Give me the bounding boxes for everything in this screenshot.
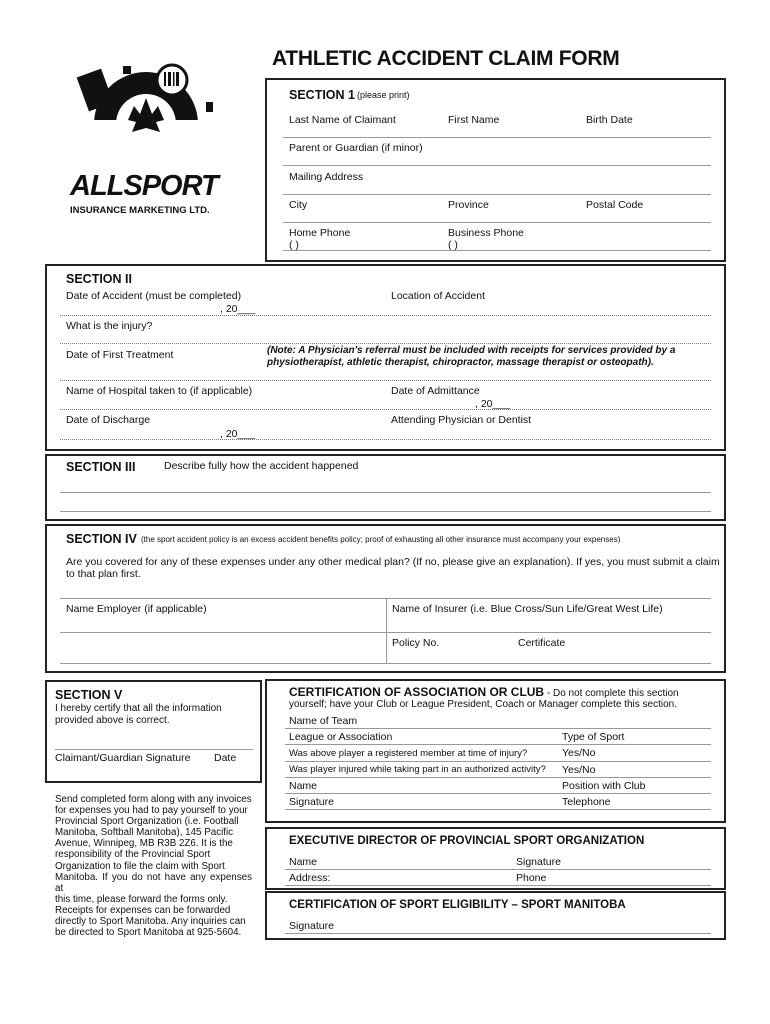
- postal-code-label: Postal Code: [586, 199, 644, 211]
- certify-line-1: I hereby certify that all the information: [55, 703, 222, 714]
- row-divider: [285, 809, 711, 810]
- exec-director-heading: EXECUTIVE DIRECTOR OF PROVINCIAL SPORT ORGANIZATION: [289, 835, 645, 847]
- row-divider: [60, 439, 711, 440]
- instruction-line: Manitoba, Softball Manitoba), 145 Pacific: [55, 827, 234, 839]
- admittance-label: Date of Admittance: [391, 385, 480, 397]
- row-divider: [60, 632, 711, 633]
- coverage-question-line-1: Are you covered for any of these expenses under any other medical plan? (If no, please give an explanation). If yes, you must submit a claim: [66, 556, 720, 568]
- describe-label: Describe fully how the accident happened: [164, 460, 359, 472]
- admittance-year: , 20___: [475, 398, 511, 410]
- position-label: Position with Club: [562, 780, 646, 792]
- mailing-address-label: Mailing Address: [289, 171, 364, 183]
- physician-note-line-1: (Note: A Physician's referral must be included with receipts for services provided by a: [267, 345, 676, 356]
- instruction-line: responsibility of the Provincial Sport: [55, 849, 211, 861]
- section-1-heading: SECTION 1: [289, 88, 355, 102]
- team-label: Name of Team: [289, 715, 358, 727]
- first-treatment-label: Date of First Treatment: [66, 349, 174, 361]
- registered-yes-no: Yes/No: [562, 747, 596, 759]
- section-1-note: (please print): [357, 90, 410, 100]
- column-divider: [386, 598, 387, 664]
- province-label: Province: [448, 199, 489, 211]
- location-label: Location of Accident: [391, 290, 485, 302]
- certificate-label: Certificate: [518, 637, 566, 649]
- insurer-label: Name of Insurer (i.e. Blue Cross/Sun Life/Great West Life): [392, 603, 663, 615]
- city-label: City: [289, 199, 308, 211]
- allsport-logo: [68, 62, 233, 222]
- first-name-label: First Name: [448, 114, 500, 126]
- league-label: League or Association: [289, 731, 393, 743]
- injury-label: What is the injury?: [66, 320, 153, 332]
- business-phone-label: Business Phone: [448, 227, 524, 239]
- eligibility-heading: CERTIFICATION OF SPORT ELIGIBILITY – SPORT MANITOBA: [289, 899, 626, 911]
- exec-signature-label: Signature: [516, 856, 561, 868]
- instruction-line: Avenue, Winnipeg, MB R3B 2Z6. It is the: [55, 838, 233, 850]
- club-cert-heading: CERTIFICATION OF ASSOCIATION OR CLUB: [289, 685, 545, 699]
- row-divider: [283, 250, 711, 251]
- club-signature-label: Signature: [289, 796, 334, 808]
- club-cert-heading-row: [289, 685, 679, 699]
- policy-no-label: Policy No.: [392, 637, 440, 649]
- instruction-line: Organization to file the claim with Sport: [55, 860, 225, 872]
- form-title: ATHLETIC ACCIDENT CLAIM FORM: [272, 47, 620, 70]
- row-divider: [60, 380, 711, 381]
- section-2-heading: SECTION II: [66, 272, 132, 286]
- exec-phone-label: Phone: [516, 872, 547, 884]
- row-divider: [285, 744, 711, 745]
- row-divider: [283, 194, 711, 195]
- coverage-question-line-2: to that plan first.: [66, 568, 141, 580]
- guardian-label: Parent or Guardian (if minor): [289, 142, 423, 154]
- birth-date-label: Birth Date: [586, 114, 633, 126]
- row-divider: [285, 885, 711, 886]
- employer-label: Name Employer (if applicable): [66, 603, 207, 615]
- logo-brand: ALLSPORT: [70, 170, 218, 202]
- describe-line[interactable]: [60, 511, 711, 512]
- sport-type-label: Type of Sport: [562, 731, 625, 743]
- home-phone-label: Home Phone: [289, 227, 351, 239]
- physician-label: Attending Physician or Dentist: [391, 414, 532, 426]
- authorized-yes-no: Yes/No: [562, 764, 596, 776]
- describe-line[interactable]: [60, 492, 711, 493]
- row-divider: [285, 728, 711, 729]
- logo-tagline: INSURANCE MARKETING LTD.: [70, 205, 210, 216]
- home-phone-area-code: ( ): [289, 239, 299, 251]
- section-5-heading: SECTION V: [55, 688, 123, 702]
- row-divider: [60, 343, 711, 344]
- hospital-label: Name of Hospital taken to (if applicable): [66, 385, 253, 397]
- exec-name-label: Name: [289, 856, 318, 868]
- claimant-date-label: Date: [214, 752, 237, 764]
- business-phone-area-code: ( ): [448, 239, 458, 251]
- row-divider: [60, 663, 711, 664]
- section-4-note: (the sport accident policy is an excess accident benefits policy; proof of exhausting all other insurance must accompany your expenses): [141, 535, 621, 544]
- physician-note-line-2: physiotherapist, athletic therapist, chiropractor, massage therapist or osteopath).: [267, 357, 654, 368]
- section-3-heading: SECTION III: [66, 460, 136, 474]
- instructions-paragraph: [55, 794, 252, 938]
- section-4-heading: SECTION IV: [66, 532, 137, 546]
- row-divider: [283, 165, 711, 166]
- instruction-line: this time, please forward the forms only.: [55, 893, 228, 905]
- instruction-line: Manitoba. If you do not have any expenses at: [55, 871, 252, 894]
- row-divider: [285, 761, 711, 762]
- row-divider: [285, 777, 711, 778]
- discharge-year: , 20___: [220, 428, 256, 440]
- club-cert-subtitle: yourself; have your Club or League President, Coach or Manager complete this section.: [289, 699, 677, 710]
- discharge-label: Date of Discharge: [66, 414, 151, 426]
- row-divider: [285, 933, 711, 934]
- authorized-activity-question: Was player injured while taking part in an authorized activity?: [289, 764, 546, 775]
- instruction-line: Receipts for expenses can be forwarded: [55, 904, 231, 916]
- instruction-line: be directed to Sport Manitoba at 925-5604.: [55, 927, 242, 939]
- instruction-line: Provincial Sport Organization (i.e. Football: [55, 816, 239, 828]
- eligibility-signature-label: Signature: [289, 920, 334, 932]
- date-of-accident-label: Date of Accident (must be completed): [66, 290, 242, 302]
- registered-question: Was above player a registered member at time of injury?: [289, 748, 528, 759]
- instruction-line: directly to Sport Manitoba. Any inquiries can: [55, 916, 246, 928]
- certify-line-2: provided above is correct.: [55, 715, 170, 726]
- club-cert-heading-note: - Do not complete this section: [544, 688, 679, 699]
- instruction-line: Send completed form along with any invoices: [55, 794, 252, 805]
- telephone-label: Telephone: [562, 796, 611, 808]
- signature-line[interactable]: [55, 749, 253, 750]
- club-name-label: Name: [289, 780, 318, 792]
- row-divider: [60, 315, 711, 316]
- row-divider: [285, 793, 711, 794]
- claimant-signature-label: Claimant/Guardian Signature: [55, 752, 191, 764]
- date-of-accident-year: , 20___: [220, 303, 256, 315]
- instruction-line: for expenses you had to pay yourself to your: [55, 805, 248, 817]
- row-divider: [60, 409, 711, 410]
- last-name-label: Last Name of Claimant: [289, 114, 396, 126]
- row-divider: [283, 137, 711, 138]
- row-divider: [283, 222, 711, 223]
- exec-address-label: Address:: [289, 872, 331, 884]
- row-divider: [285, 869, 711, 870]
